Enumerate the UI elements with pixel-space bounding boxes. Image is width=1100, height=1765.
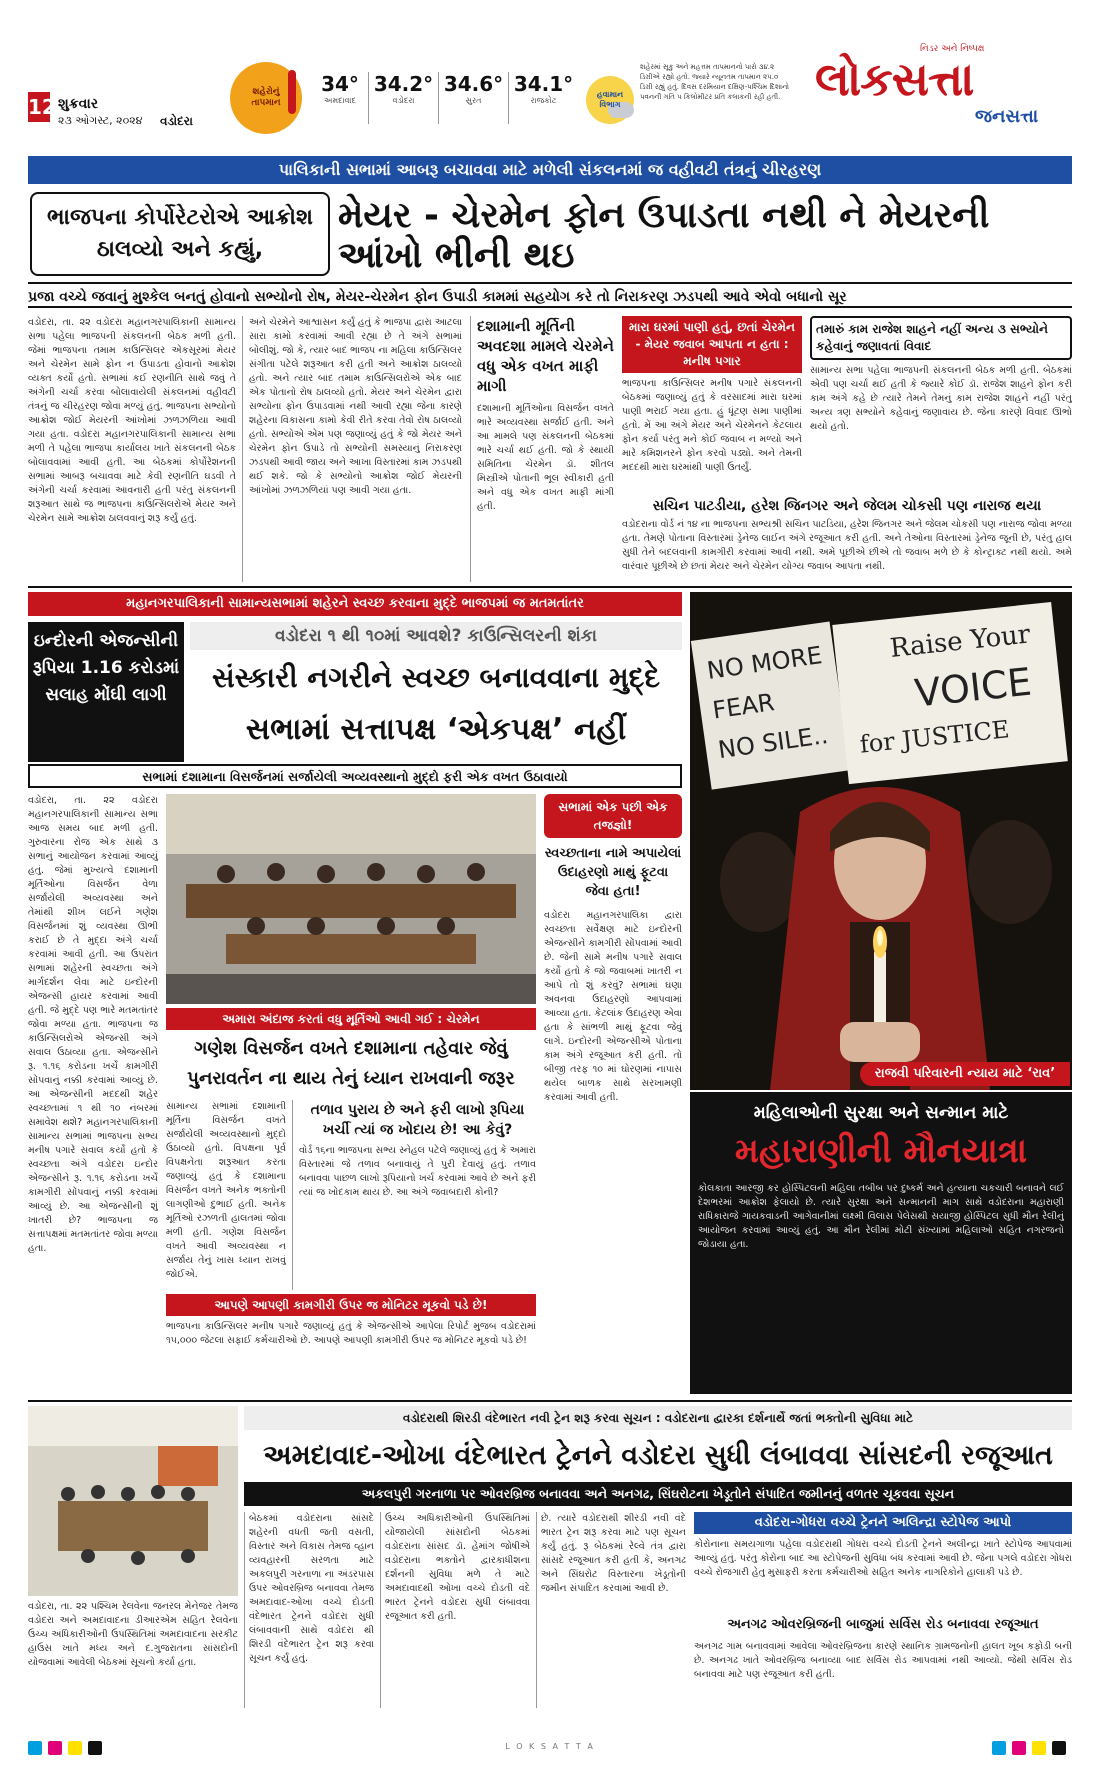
svg-text:FEAR: FEAR (710, 688, 777, 725)
swatch-yellow (68, 1741, 82, 1755)
angadh-headline: અનગઢ ઓવરબ્રિજની બાજુમાં સર્વિસ રોડ બનાવવા રજૂઆત (727, 1617, 1039, 1632)
candle-march-illustration (690, 592, 1072, 1090)
train-story-subhead: અકલપુરી ગરનાળા પર ઓવરબ્રિજ બનાવવા અને અનગઢ, સિંઘરોટના ખેડૂતોને સંપાદિત જમીનનું વળતર ચૂકવવા સૂચન (244, 1482, 1072, 1506)
dasha-text: દશામાની મૂર્તિઓના વિસર્જન વખતે ભારે અવ્યવસ્થા સર્જાઈ હતી. અને આ મામલે પણ સંકલનની બેઠકમાં ભારે ચર્ચા થઈ હતી. જો કે સ્થાયી સમિતિના ચેરમેન ડૉ. શીતલ મિસ્ત્રીએ પોતાની ભૂલ સ્વીકારી હતી અને વધુ એક વખત માફી માંગી હતી. (477, 403, 614, 512)
protest-photo (690, 592, 1072, 1090)
brand-sub: જનસત્તા (975, 106, 1039, 127)
protest-text: કોલકાતા આરજી કર હોસ્પિટલની મહિલા તબીબ પર દુષ્કર્મ અને હત્યાના ચકચારી બનાવને લઈ દેશભરમાં આક્રોશ ફેલાયો છે. ત્યારે સુરક્ષા અને સન્માનની માગ સાથે વડોદરાના મહારાણી રાધિકારાજે ગાયકવાડની આગેવાનીમાં લક્ષ્મી વિલાસ પેલેસથી સયાજી હોસ્પિટલ સુધી મૌન રેલીનું આયોજન કરવામાં આવ્યું હતું. આ મૌન રેલીમાં મોટી સંખ્યામાં મહિલાઓ સહિત નગરજનો જોડાયા હતા. (698, 1183, 1064, 1250)
temperature-row (312, 72, 582, 124)
swatch-cyan-r (992, 1741, 1006, 1755)
tagline: નિડર અને નિષ્પક્ષ (920, 44, 985, 54)
svg-text:VOICE: VOICE (912, 659, 1034, 716)
train-story-strap: વડોદરાથી શિરડી વંદેભારત નવી ટ્રેન શરૂ કરવા સૂચન : વડોદરાના દ્વારકા દર્શનાર્થે જતાં ભક્તોની સુવિધા માટે (244, 1406, 1072, 1430)
issue-city: વડોદરા (160, 114, 193, 128)
top-story-col2: અને ચેરમેને આશ્વાસન કર્યું હતું કે ભાજપા દ્વારા આટલા સારા કામો કરવામાં આવી રહ્યા છે તે અંગે સભામાં બોલીશું. જો કે, ત્યાર બાદ ભાજપ ના મહિલા કાઉન્સિલર સંગીતા પટેલે શરૂઆત કરી હતી અને આક્રોશ ઠાલવ્યો હતો. અને ત્યાર બાદ તમામ કાઉન્સિલરોએ એક બાદ એક પોતાનો રોષ ઠાલવ્યો હતો. મેયર અને ચેરમેન દ્વારા સભ્યોના ફોન ઉપાડવામાં નથી આવી રહ્યા જેના કારણે શહેરના વિકાસના કામો કેવી રીતે કરવા તેવો રોષ ઠાલવ્યો હતો. સભ્યોએ એમ પણ જણાવ્યું હતું કે જો મેયર અને ચેરમેન ફોન ઉપાડે તો સભ્યોની સમસ્યાનું નિરાકરણ ઝડપથી આવી જાય અને આખા વિસ્તારમાં કામ ઝડપથી થઈ શકે. જો કે સભ્યોનો આક્રોશ જોઈ મેયરની આંખોમાં ઝળઝળિયાં પણ આવી ગયા હતા. (242, 316, 462, 582)
pull-quote-main: સ્વચ્છતાના નામે અપાયેલાં ઉદાહરણો માથું ફૂટવા જેવા હતા! (544, 846, 682, 899)
top-story-headline: મેયર - ચેરમેન ફોન ઉપાડતા નથી ને મેયરની આંખો ભીની થઇ (338, 195, 990, 276)
pull-quote-text: વડોદરા મહાનગરપાલિકા દ્વારા સ્વચ્છતા સર્વેક્ષણ માટે ઇન્દોરની એજન્સીને કામગીરી સોંપવામાં આવી છે. જેની સામે મનીષ પગારે સવાલ કર્યો હતો કે જો જવાબમાં ખાતરી ન આપે તો શું કરવું? સભામાં ઘણા અવનવા ઉદાહરણો આપવામાં આવ્યા હતા. કેટલાંક ઉદાહરણ એવા હતા કે સાંભળી માથું ફૂટવા જેવું લાગે. ઇન્દોરની એજન્સીએ પોતાના કામ અંગે રજૂઆત કરી હતી. તો બીજી તરફ ૧૦ માં ઘોરણમાં નાપાસ થયેલ બાળક સાથે સરખામણી કરવામાં આવી હતી. (544, 910, 682, 1103)
monitor-text: ભાજપના કાઉન્સિલર મનીષ પગારે જણાવ્યું હતું કે એજન્સીએ આપેલા રિપોર્ટ મુજબ વડોદરામાં ૧૫,૦૦૦ જેટલા સફાઈ કર્મચારીઓ છે. આપણે આપણી કામગીરી ઉપર જ મોનિટર મૂકવો પડે છે! (166, 1321, 536, 1346)
manish-box (622, 316, 802, 492)
sachin-box (622, 496, 1072, 582)
protest-caption: રાજવી પરિવારની ન્યાય માટે ‘રાવ’ (860, 1062, 1070, 1086)
temp-ahmedabad: 34° અમદાવાદ (321, 72, 359, 105)
mp-meeting-illustration (28, 1406, 238, 1596)
pull-quote-box (544, 794, 682, 1394)
ganesh-text: સામાન્ય સભામાં દશામાની મૂર્તિના વિસર્જન વખતે સર્જાયેલી અવ્યવસ્થાનો મુદ્દો ઉઠાવ્યો હતો. વિપક્ષના પૂર્વ વિપક્ષનેતા શરૂઆત કરતા જણાવ્યું હતું કે દશામાના વિસર્જન વખતે અનેક ભક્તોની લાગણીઓ દુભાઈ હતી. અનેક મૂર્તિઓ રઝળતી હાલતમાં જોવા મળી હતી. ગણેશ વિસર્જન વખતે આવી અવ્યવસ્થા ન સર્જાય તેનું ખાસ ધ્યાન રાખવું જોઈએ. (166, 1101, 286, 1280)
dasha-headline: દશામાની મૂર્તિની અવદશા મામલે ચેરમેને વધુ એક વખત માફી માગી (477, 317, 614, 395)
godhra-box (694, 1512, 1072, 1610)
svg-text:for JUSTICE: for JUSTICE (858, 715, 1011, 759)
talav-text: વોર્ડ ૧૬ના ભાજપના સભ્ય સ્નેહલ પટેલે જણાવ્યું હતું કે અમારા વિસ્તારમાં જે તળાવ બનાવાયું તે પુરી દેવાયું હતું. તળાવ બનાવવા પાછળ લાખો રૂપિયાનો ખર્ચ કરવામાં આવે છે અને ફરી ત્યાં જ ખોદકામ થાય છે. આ અંગે જવાબદારી કોની? (299, 1145, 536, 1198)
protest-headline-top: મહિલાઓની સુરક્ષા અને સન્માન માટે (753, 1103, 1009, 1123)
temp-vadodara: 34.2° વડોદરા (368, 72, 438, 124)
sachin-text: વડોદરાના વોર્ડ નં ૧૪ ના ભાજપના સભ્યશ્રી સચિન પાટડિયા, હરેશ જિનગર અને જેલમ ચોકસી પણ નારાજ જોવા મળ્યા હતા. તેમણે પોતાના વિસ્તારમાં ડ્રેનેજ લાઈન અંગે રજૂઆત કરી હતી. અને તેઓના વિસ્તારમાં ડ્રેનેજ જૂની છે, પરંતુ હાલ સુધી તેને બદલવાની કામગીરી કરવામાં આવી નથી. અમે પૂછીએ છીએ તો જવાબ મળે છે કે કોન્ટ્રાક્ટ નથી થયો. અમે વારંવાર પૂછીએ છે છતાં મેયર અને ચેરમેન યોગ્ય જવાબ આપતા નથી. (622, 519, 1072, 572)
print-color-bar-left (28, 1740, 108, 1759)
indore-agency-box: ઇન્દોરની એજન્સીની રૂપિયા 1.16 કરોડમાં સલાહ મોંઘી લાગી (28, 622, 184, 762)
mp-meeting-photo (28, 1406, 238, 1596)
train-story-col1: વડોદરા, તા. ૨૨ પશ્ચિમ રેલવેના જનરલ મેનેજર તેમજ વડોદરા અને અમદાવાદના ડીઆરએમ સહિત રેલવેના ઉચ્ચ અધિકારીઓની ઉપસ્થિતિમાં અમદાવાદના સરકીટ હાઉસ ખાતે મધ્ય અને દ.ગુજરાતના સાંસદોની યોજવામાં આવેલી બેઠકમાં સૂચનો કર્યા હતા. (28, 1601, 238, 1668)
clean-story-headline1: સંસ્કારી નગરીને સ્વચ્છ બનાવવાના મુદ્દે (212, 661, 660, 694)
top-story-strap: પાલિકાની સભામાં આબરૂ બચાવવા માટે મળેલી સંકલનમાં જ વહીવટી તંત્રનું ચીરહરણ (28, 156, 1072, 184)
protest-sign-2-text: Raise Your (888, 619, 1032, 664)
council-meeting-photo (166, 794, 536, 1004)
dasha-box (470, 316, 614, 582)
train-story-col2: બેઠકમાં વડોદરાના સાંસદે શહેરની વધતી જતી વસતી, વિસ્તાર અને વિકાસ તેમજ વ્હાન વ્યવહારની સરળતા માટે અકલપુરી ગરનાળા ના અંડરપાસ ઉપર ઓવરબ્રિજ બનાવવા તેમજ અમદાવાદ-ઓખા વચ્ચે દોડતી વંદેભારત ટ્રેનને વડોદરા સુધી લંબાવવાની સાથે વડોદરા થી શિરડી વંદેભારત ટ્રેન શરૂ કરવા સૂચન કર્યું હતું. (244, 1512, 374, 1708)
issue-date: ૨૩ ઓગસ્ટ, ૨૦૨૪ (58, 114, 143, 127)
footer-dots: L O K S A T T A (505, 1742, 595, 1751)
top-story-col1: વડોદરા, તા. ૨૨ વડોદરા મહાનગરપાલિકાની સામાન્ય સભા પહેલા ભાજપની સંકલનની બેઠક મળી હતી. જેમાં ભાજપના તમામ કાઉન્સિલર એકસૂરમાં મેયર અને ચેરમેન સામે ફોન ન ઉપાડતા હોવાનો આક્રોશ વ્યક્ત કર્યો હતો. સભામાં કઈ રણનીતિ સાથે જવું તે અંગેની ચર્ચા કરવા બોલાવાયેલી સંકલનમાં વહીવટી તંત્રનું જ ચીરહરણ જોવા મળ્યું હતું. ભાજપના સભ્યોનો આક્રોશ જોઈ મેયરની આંખોમાં ઝળઝળિયા આવી ગયા હતા. વડોદરા મહાનગરપાલિકાની સામાન્ય સભા મળી તે પહેલા ભાજપા કાર્યાલય ખાતે સંકલનની બેઠક બોલાવવામાં આવી હતી. આ બેઠકમાં કોર્પોરેશનની સભામાં આબરૂ બચાવવા માટે કેવી રણનીતિ ઘડવી તે અંગેની ચર્ચા કરવામાં આવનારી હતી પરંતુ સંકલનની શરૂઆત સાથે જ ભાજપના કાઉન્સિલરોએ મેયર અને ચેરમેન સામે આક્રોશ ઠાલવવાનું શરૂ કર્યું હતું. (28, 317, 236, 524)
rajesh-box (810, 316, 1072, 492)
clean-story-kicker: વડોદરા ૧ થી ૧૦માં આવશે? કાઉન્સિલરની શંકા (190, 622, 682, 650)
temperature-badge (230, 62, 302, 134)
top-story-subhead: પ્રજા વચ્ચે જવાનું મુશ્કેલ બનતું હોવાનો સભ્યોનો રોષ, મેયર-ચેરમેન ફોન ઉપાડી કામમાં સહયોગ કરે તો નિરાકરણ ઝડપથી આવે એવો બધાનો સૂર (28, 282, 1072, 308)
weather-badge-label: હવામાન વિભાગ (596, 90, 624, 109)
train-story-col4: છે. ત્યારે વડોદરાથી શીરડી નવી વંદે ભારત ટ્રેન શરૂ કરવા માટે પણ સૂચન કર્યું હતું. રૂ બેઠકમાં રેલ્વે તંત્ર દ્વારા સાંસદે રજૂઆત કરી હતી કે, અનગઢ અને સિંઘરોટ વિસ્તારના ખેડૂતોની જમીન સંપાદિત કરવામાં આવી છે. (536, 1512, 686, 1708)
rajesh-headline: તમારું કામ રાજેશ શાહને નહીં અન્ય ૩ સભ્યોને કહેવાનું જણાવતાં વિવાદ (810, 316, 1072, 360)
manish-headline: મારા ઘરમાં પાણી હતું, છતાં ચેરમેન - મેયર જવાબ આપતા ન હતા : મનીષ પગાર (622, 316, 802, 373)
brand-logo: લોકસત્તા (815, 52, 974, 106)
section-divider-2 (28, 1400, 1072, 1402)
swatch-yellow-r (1032, 1741, 1046, 1755)
swatch-cyan (28, 1741, 42, 1755)
godhra-headline: વડોદરા-ગોધરા વચ્ચે ટ્રેનને અલિન્દ્રા સ્ટોપેજ આપો (694, 1512, 1072, 1534)
temperature-badge-label: શહેરોનું તાપમાન (251, 87, 281, 108)
godhra-text: કોરોનાના સમયગાળા પહેલા વડોદરાથી ગોધરા વચ્ચે દોડતી ટ્રેનને અલીન્દ્રા ખાતે સ્ટોપેજ આપવામાં આવ્યું હતું. પરંતુ કોરોના બાદ આ સ્ટોપેજની સુવિધા બંધ કરવામાં આવી છે. જેના પગલે વડોદરા ગોધરા વચ્ચે રોજગારી હેતુ મુસાફરી કરતા કર્મચારીઓ સહિત અનેક નાગરિકોને હાલાકી પડે છે. (694, 1539, 1072, 1578)
ganesh-headline1: ગણેશ વિસર્જન વખતે દશામાના તહેવાર જેવું (194, 1038, 508, 1059)
monitor-bar: આપણે આપણી કામગીરી ઉપર જ મોનિટર મૂકવો પડે છે! (166, 1294, 536, 1316)
protest-headline-main: મહારાણીની મૌનયાત્રા (734, 1131, 1028, 1171)
angadh-text: અનગઢ ગામ બનાવવામાં આવેલા ઓવરબ્રિજના કારણે સ્થાનિક ગ્રામજનોની હાલત ખૂબ કફોડી બની છે. અનગઢ ખાતે ઓવરબ્રિજ બનાવ્યા બાદ સર્વિસ રોડ આપવામાં નથી આવ્યો. જેથી સર્વિસ રોડ બનાવવા માટે પણ રજૂઆત કરી હતી. (694, 1641, 1072, 1680)
issue-day: શુક્રવાર (58, 96, 99, 112)
thermometer-icon (288, 70, 296, 114)
svg-text:NO SILE..: NO SILE.. (716, 721, 830, 765)
section-divider (28, 586, 1072, 588)
weather-note: શહેરમાં સૂકુ અને મહત્તમ તાપમાનનો પારો ૩૪.૨ ડિગ્રીએ રહ્યો હતો. જ્યારે ન્યૂનતમ તાપમાન ૨૫.૦ ડિગ્રી રહ્યું હતું. દિવસ દરમિયાન દક્ષિણ-પશ્ચિમ દિશાનો પવનની ગતિ ૫ કિલોમીટર પ્રતિ કલાકની રહી હતી. (640, 63, 790, 101)
talav-box (292, 1100, 536, 1290)
clean-story-subhead: સભામાં દશામાના વિસર્જનમાં સર્જાયેલી અવ્યવસ્થાનો મુદ્દો ફરી એક વખત ઉઠાવાયો (28, 764, 682, 788)
temp-rajkot: 34.1° રાજકોટ (508, 72, 578, 124)
council-meeting-illustration (166, 794, 536, 1004)
weather-badge (586, 76, 634, 124)
pull-quote-top: સભામાં એક પછી એક તજજ્ઞો! (544, 794, 682, 838)
top-story-kicker: ભાજપના કોર્પોરેટરોએ આક્રોશ ઠાલવ્યો અને કહ્યું, (30, 192, 330, 276)
swatch-black-r (1052, 1741, 1066, 1755)
manish-text: ભાજપના કાઉન્સિલર મનીષ પગારે સંકલનની બેઠકમાં જણાવ્યું હતું કે વરસાદમાં મારા ઘરમાં પાણી ભરાઈ ગયા હતા. હું ધૂંટણ સમા પાણીમાં હતો. મેં આ અંગે મેયર અને ચેરમેનને કેટલાય ફોન કર્યા પરંતુ મને કોઈ જવાબ ન મળ્યો અને મારે કમિશનરને ફોન કરવો પડ્યો. અને તેમની મદદથી મારા ઘરમાંથી પાણી ઉતર્યું. (622, 378, 802, 473)
train-story-headline: અમદાવાદ-ઓખા વંદેભારત ટ્રેનને વડોદરા સુધી લંબાવવા સાંસદની રજૂઆત (263, 1440, 1053, 1471)
chairman-bar: અમારા અંદાજ કરતાં વધુ મૂર્તિઓ આવી ગઈ : ચેરમેન (166, 1008, 536, 1030)
swatch-black (88, 1741, 102, 1755)
train-story-col3: ઉચ્ચ અધિકારીઓની ઉપસ્થિતિમાં યોજાયેલી સાંસદોની બેઠકમાં વડોદરાના સાંસદ ડૉ. હેમાંગ જોષીએ વડોદરાના ભક્તોને દ્વારકાધીશના દર્શનની સુવિધા મળે તે માટે અમદાવાદથી ઓખા વચ્ચે દોડતી વંદે ભારત ટ્રેનને વડોદરા સુધી લંબાવવા રજૂઆત કરી હતી. (380, 1512, 530, 1708)
clean-story-headline2: સભામાં સત્તાપક્ષ ‘એકપક્ષ’ નહીં (245, 712, 627, 747)
page-number: 12 (28, 92, 50, 122)
rajesh-text: સામાન્ય સભા પહેલા ભાજપની સંકલનની બેઠક મળી હતી. બેઠકમાં એવી પણ ચર્ચા થઈ હતી કે જ્યારે કોઈ ડૉ. રાજેશ શાહને ફોન કરી કામ અંગે કહે છે ત્યારે તેમને તેમનું કામ રાજેશ શાહને નહીં પરંતુ અન્ય ત્રણ સભ્યોને કહેવાનું જણાવાય છે. જેના કારણે વિવાદ ઊભો થયો હતો. (810, 365, 1072, 432)
clean-story-col1: વડોદરા, તા. ૨૨ વડોદરા મહાનગરપાલિકાની સામાન્ય સભા આજ સમય બાદ મળી હતી. ગુરુવારના રોજ એક સાથે ૩ સભાનું આયોજન કરવામાં આવ્યું હતું. જેમાં મુખ્યત્વે દશામાની મૂર્તિઓના વિસર્જન વેળા સર્જાયેલી અવ્યવસ્થા અને તેમાંથી શીખ લઈને ગણેશ વિસર્જનમાં શું વ્યવસ્થા ઊભી કરાઈ છે તે મુદ્દા અંગે ચર્ચા કરવામાં આવી હતી. આ ઉપરાંત સભામાં શહેરની સ્વચ્છતા અંગે માર્ગદર્શન લેવા માટે ઇન્દોરની એજન્સી હાયર કરવામાં આવી હતી. જે મુદ્દે પણ ભારે મતમતાંતર જોવા મળ્યા હતા. ભાજપના જ કાઉન્સિલરોએ એજન્સી અંગે સવાલ ઉઠાવ્યા હતા. એજન્સીને રૂ. ૧.૧૬ કરોડના ખર્ચે કામગીરી સોંપવાનું નક્કી કરવામાં આવ્યું છે. આ એજન્સીની મદદથી શહેર સ્વચ્છતામાં ૧ થી ૧૦ નંબરમાં સમાવેશ થશે? મહાનગરપાલિકાની સામાન્ય સભામાં ભાજપના સભ્ય મનીષ પગારે સવાલ કર્યો હતો કે સ્વચ્છતા અંગે વડોદરા ઇન્દોર એજન્સીને રૂ. ૧.૧૬ કરોડના ખર્ચે કામગીરી સોંપવાનું નક્કી કરવામાં આવ્યું છે. આ એજન્સીની શું ખાતરી છે? ભાજપના જ સત્તાપક્ષમાં મતમતાંતર જોવા મળ્યા હતા. (28, 795, 158, 1254)
angadh-box (694, 1614, 1072, 1708)
swatch-magenta-r (1012, 1741, 1026, 1755)
temp-surat: 34.6° સુરત (438, 72, 508, 124)
ganesh-headline2: પુનરાવર્તન ના થાય તેનું ધ્યાન રાખવાની જરૂર (187, 1068, 515, 1089)
swatch-magenta (48, 1741, 62, 1755)
talav-headline: તળાવ પુરાય છે અને ફરી લાખો રૂપિયા ખર્ચી ત્યાં જ ખોદાય છે! આ કેવું? (310, 1102, 525, 1138)
clean-story-strap: મહાનગરપાલિકાની સામાન્યસભામાં શહેરને સ્વચ્છ કરવાના મુદ્દે ભાજપમાં જ મતમતાંતર (28, 592, 682, 616)
print-color-bar-right (992, 1740, 1072, 1759)
protest-story-box (690, 1092, 1072, 1394)
protest-sign-1-text: NO MORE (705, 641, 824, 685)
sachin-headline: સચિન પાટડીયા, હરેશ જિનગર અને જેલમ ચોકસી પણ નારાજ થયા (652, 498, 1042, 514)
